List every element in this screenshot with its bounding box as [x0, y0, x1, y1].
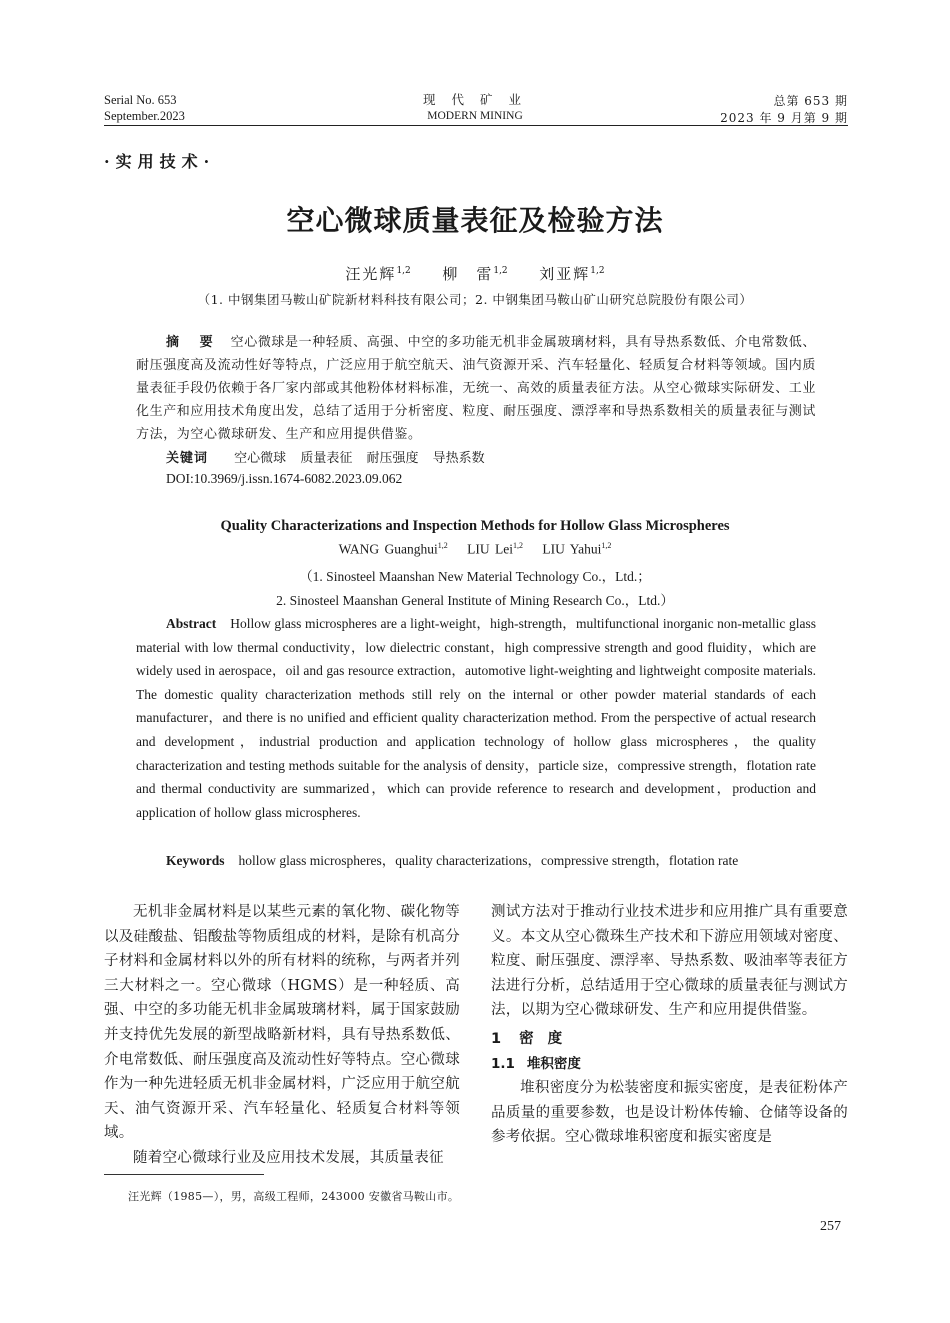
section-number: 1: [491, 1030, 502, 1047]
keywords-cn: [166, 447, 485, 466]
abstract-cn: [136, 331, 816, 446]
page-number: 257: [820, 1219, 841, 1234]
author-affiliation-mark: 1,2: [437, 541, 448, 550]
subsection-number: 1.1: [491, 1055, 515, 1072]
abstract-text-cn: 空心微球是一种轻质、高强、中空的多功能无机非金属玻璃材料，具有导热系数低、介电常数低、耐压强度高及流动性好等特点，广泛应用于航空航天、油气资源开采、汽车轻量化、轻质复合材料等领域。国内质量表征手段仍依赖于各厂家内部或其他粉体材料标准，无统一、高效的质量表征方法。从空心微球实际研发、工业化生产和应用技术角度出发，总结了适用于分析密度、粒度、耐压强度、漂浮率和导热系数相关的质量表征与测试方法，为空心微球研发、生产和应用提供借鉴。: [136, 335, 817, 442]
issue-date-cn: 2023 年 9 月第 9 期: [720, 111, 848, 125]
paper-title-en: Quality Characterizations and Inspection Methods for Hollow Glass Microspheres: [220, 518, 730, 534]
subsection-title: 堆积密度: [526, 1055, 581, 1072]
keywords-label-cn: 关键词: [166, 451, 209, 466]
keyword: 导热系数: [432, 451, 485, 466]
author-name-en: LIU Yahui: [542, 541, 602, 557]
section-title: 密度: [519, 1030, 577, 1047]
journal-name-en: MODERN MINING: [427, 110, 523, 122]
keyword: 耐压强度: [366, 451, 419, 466]
author-affiliation-mark: 1,2: [493, 266, 508, 276]
abstract-label-cn: 摘 要: [166, 335, 221, 350]
body-column-left: [104, 900, 460, 1171]
author-list-en: [0, 541, 950, 558]
author-name-en: LIU Lei: [467, 541, 513, 557]
journal-name-cn: 现 代 矿 业: [423, 92, 527, 107]
author-affiliation-mark: 1,2: [590, 266, 605, 276]
author-name: 柳 雷: [442, 265, 494, 283]
paper-title: 空心微球质量表征及检验方法: [286, 204, 664, 237]
body-paragraph: 测试方法对于推动行业技术进步和应用推广具有重要意义。本文从空心微珠生产技术和下游应用领域对密度、粒度、耐压强度、漂浮率、导热系数、吸油率等表征方法进行分析，总结适用于空心微球的质量表征与测试方法，以期为空心微球研发、生产和应用提供借鉴。: [491, 904, 848, 1019]
issue-date-en: September.2023: [104, 109, 185, 123]
total-issue: 总第 653 期: [773, 94, 848, 108]
author-name-en: WANG Guanghui: [338, 541, 438, 557]
abstract-label-en: Abstract: [166, 616, 217, 631]
serial-number: Serial No. 653: [104, 93, 177, 107]
author-name: 汪光辉: [345, 265, 397, 283]
doi: DOI:10.3969/j.issn.1674-6082.2023.09.062: [166, 471, 403, 486]
affiliation-en-line-1: （1. Sinosteel Maanshan New Material Technology Co.，Ltd.；: [299, 569, 651, 584]
author-affiliation-mark: 1,2: [601, 541, 612, 550]
author-footnote: 汪光辉（1985—），男，高级工程师，243000 安徽省马鞍山市。: [128, 1190, 460, 1203]
section-heading: [491, 1026, 848, 1052]
running-header-right: [720, 92, 848, 126]
footnote-rule: [104, 1174, 264, 1175]
body-column-right: [491, 900, 848, 1150]
author-affiliation-mark: 1,2: [512, 541, 523, 550]
body-paragraph: 无机非金属材料是以某些元素的氧化物、碳化物等以及硅酸盐、铝酸盐等物质组成的材料，是除有机高分子材料和金属材料以外的所有材料的统称，与两者并列三大材料之一。空心微球（HGMS）是一种轻质、高强、中空的多功能无机非金属玻璃材料，属于国家鼓励并支持优先发展的新型战略新材料，具有导热系数低、介电常数低、耐压强度高及流动性好等特点。空心微球作为一种先进轻质无机非金属材料，广泛应用于航空航天、油气资源开采、汽车轻量化、轻质复合材料等领域。: [104, 904, 460, 1142]
body-paragraph: 随着空心微球行业及应用技术发展，其质量表征: [133, 1149, 444, 1166]
header-rule: [104, 125, 848, 126]
affiliation-en-line-2: 2. Sinosteel Maanshan General Institute of Mining Research Co.，Ltd.）: [276, 593, 674, 608]
author-name: 刘亚辉: [539, 265, 591, 283]
keywords-en: [166, 849, 738, 869]
author-list-cn: [0, 263, 950, 284]
abstract-en: [136, 612, 816, 824]
body-paragraph: 堆积密度分为松装密度和振实密度，是表征粉体产品质量的重要参数，也是设计粉体传输、仓储等设备的参考依据。空心微球堆积密度和振实密度是: [491, 1079, 848, 1146]
author-affiliation-mark: 1,2: [396, 266, 411, 276]
abstract-text-en: Hollow glass microspheres are a light-weight，high-strength，multifunctional inorganic non-metallic glass material with low thermal conductivity，low dielectric constant，high compressive strength and good fluidity，which are widely used in aerospace，oil and gas resource extraction，automotive light-weighting and lightweight composite materials. The domestic quality characterization methods still rely on the internal or other powder material standards of each manufacturer，and there is no unified and efficient quality characterization method. From the perspective of actual research and development，industrial production and application technology of hollow glass microspheres，the quality characterization and testing methods suitable for the analysis of density，particle size，compressive strength，flotation rate and thermal conductivity are summarized，which can provide reference to research and development，production and application of hollow glass microspheres.: [136, 616, 816, 820]
affiliation-cn: （1. 中钢集团马鞍山矿院新材料科技有限公司；2. 中钢集团马鞍山矿山研究总院股份有限公司）: [197, 292, 753, 307]
keyword: 空心微球: [234, 451, 287, 466]
column-label: ·实用技术·: [104, 152, 216, 171]
keywords-label-en: Keywords: [166, 853, 225, 868]
subsection-heading: [491, 1052, 848, 1076]
keyword: 质量表征: [300, 451, 353, 466]
keywords-text-en: hollow glass microspheres，quality characterizations，compressive strength，flotation rate: [238, 853, 739, 868]
